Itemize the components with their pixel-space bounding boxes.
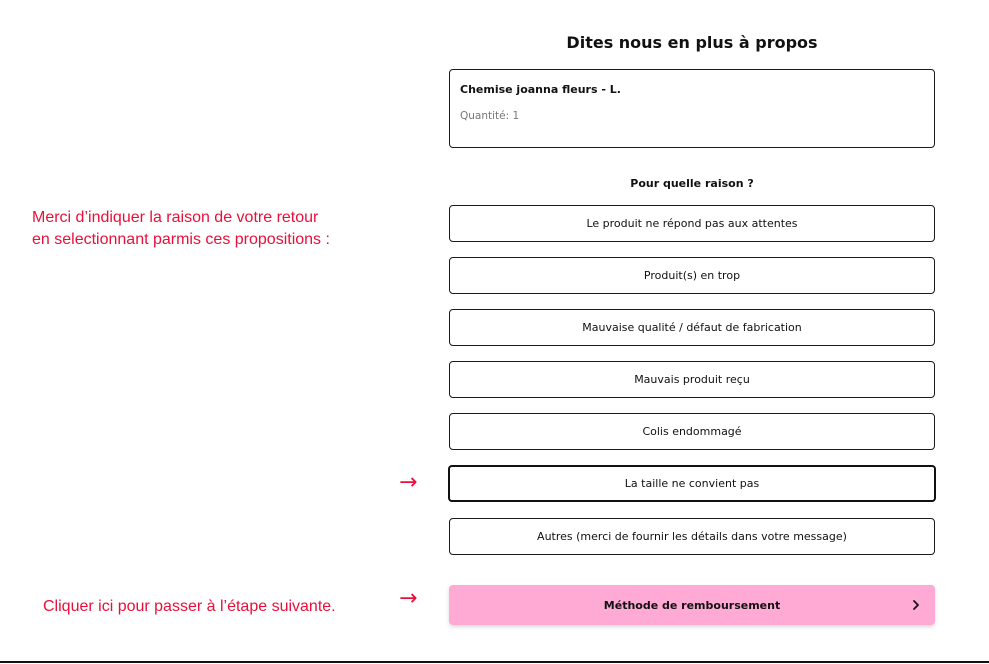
product-quantity: Quantité: 1	[460, 110, 520, 122]
reason-option-other[interactable]: Autres (merci de fournir les détails dans votre message)	[449, 518, 935, 555]
arrow-right-icon: →	[399, 470, 418, 495]
reason-option-poor-quality[interactable]: Mauvaise qualité / défaut de fabrication	[449, 309, 935, 346]
arrow-right-icon: →	[399, 586, 418, 611]
next-step-instruction: Cliquer ici pour passer à l’étape suivante.	[43, 598, 336, 615]
reason-option-too-many[interactable]: Produit(s) en trop	[449, 257, 935, 294]
reason-question: Pour quelle raison ?	[630, 177, 754, 190]
reason-instruction-line1: Merci d’indiquer la raison de votre retour	[32, 209, 319, 226]
reason-option-damaged-package[interactable]: Colis endommagé	[449, 413, 935, 450]
chevron-right-icon	[909, 598, 923, 612]
reason-option-expectations[interactable]: Le produit ne répond pas aux attentes	[449, 205, 935, 242]
product-card	[449, 69, 935, 148]
refund-method-button[interactable]	[449, 585, 935, 625]
bottom-divider	[0, 661, 989, 663]
reason-option-wrong-product[interactable]: Mauvais produit reçu	[449, 361, 935, 398]
refund-method-button-label: Méthode de remboursement	[603, 598, 781, 612]
reason-instruction-line2: en selectionnant parmis ces propositions :	[32, 231, 330, 248]
page-title: Dites nous en plus à propos	[566, 33, 818, 52]
reason-option-size[interactable]: La taille ne convient pas	[448, 465, 936, 502]
product-name: Chemise joanna fleurs - L.	[460, 83, 621, 96]
